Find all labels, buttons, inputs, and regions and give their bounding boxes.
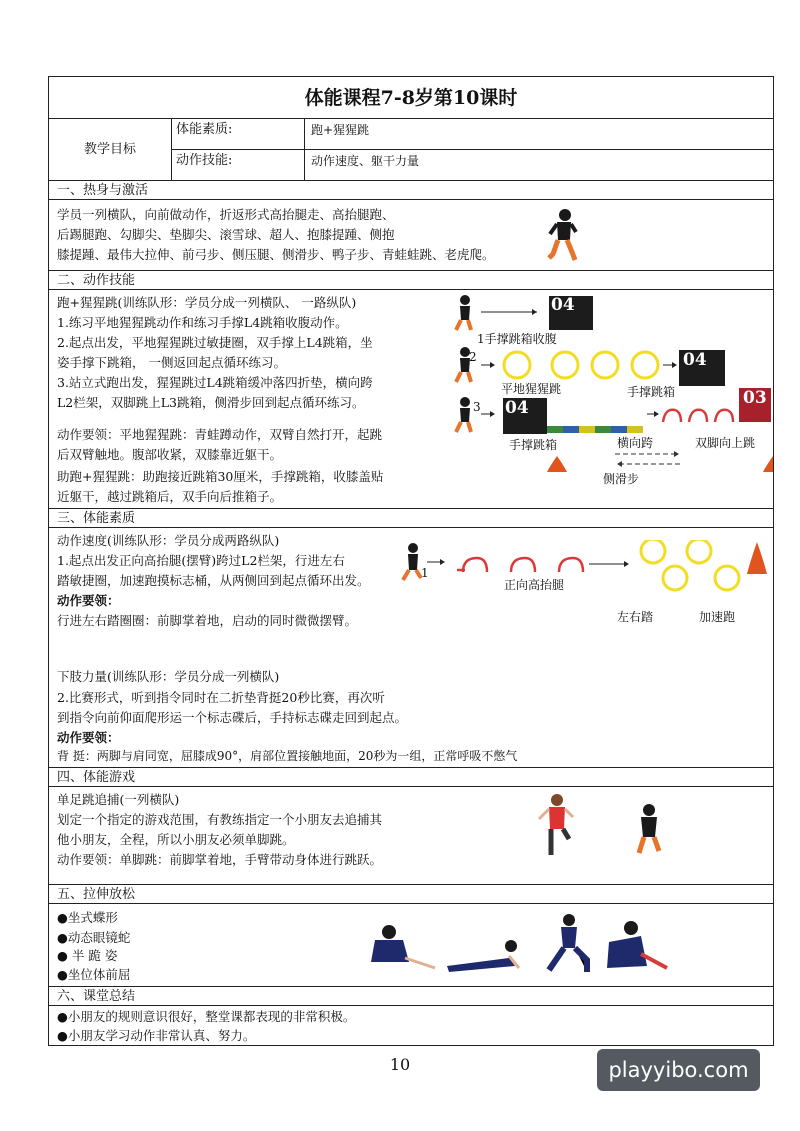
game-line-4: 动作要领：单脚跳：前脚掌着地，手臂带动身体进行跳跃。 xyxy=(57,852,383,867)
summary-body xyxy=(49,1006,773,1045)
stretch-item-2: ●动态眼镜蛇 xyxy=(57,930,131,945)
objectives-label: 教学目标 xyxy=(49,119,172,181)
label-side-slide: 侧滑步 xyxy=(603,472,640,486)
summary-item-1: ●小朋友的规则意识很好，整堂课都表现的非常积极。 xyxy=(57,1009,356,1024)
hopping-child-icon xyxy=(537,793,577,861)
game-line-2: 划定一个指定的游戏范围，有教练指定一个小朋友去追捕其 xyxy=(57,812,383,827)
objectives-section xyxy=(49,119,773,181)
skills-line-2: 1.练习平地猩猩跳动作和练习手撑L4跳箱收腹动作。 xyxy=(57,315,348,330)
label-box-tuck: 1手撑跳箱收腹 xyxy=(477,332,557,346)
stretch-poses-illustration xyxy=(369,910,669,982)
fitness-line-2: 1.起点出发正向高抬腿(摆臂)跨过L2栏架，行进左右 xyxy=(57,553,345,568)
fitness-line-7: 2.比赛形式，听到指令同时在二折垫背挺20秒比赛，再次听 xyxy=(57,690,385,705)
skills-line-9: 助跑+猩猩跳：助跑接近跳箱30厘米，手撑跳箱，收膝盖贴 xyxy=(57,469,384,484)
summary-item-2: ●小朋友学习动作非常认真、努力。 xyxy=(57,1028,256,1043)
fitness-line-8: 到指令向前仰面爬形运一个标志碟后，手持标志碟走回到起点。 xyxy=(57,710,408,725)
label-ape-jump: 平地猩猩跳 xyxy=(501,382,562,396)
seated-forward-bend-pose xyxy=(607,921,667,968)
warmup-line-2: 后踢腿跑、勾脚尖、垫脚尖、滚雪球、超人、抱膝提踵、侧抱 xyxy=(57,227,395,242)
fitness-line-3: 踏敏捷圈，加速跑摸标志桶，从两侧回到起点循环出发。 xyxy=(57,573,370,588)
step-number-2: 2 xyxy=(469,350,477,364)
summary-heading: 六、课堂总结 xyxy=(49,987,773,1006)
running-child-icon xyxy=(545,208,579,266)
stretch-item-3: ● 半 跪 姿 xyxy=(57,948,118,963)
fitness-line-5: 行进左右踏圈圈：前脚掌着地，启动的同时微微摆臂。 xyxy=(57,613,358,628)
child-figure-3 xyxy=(456,397,471,432)
child-figure-sprint xyxy=(403,543,421,580)
box-number-4: 03 xyxy=(743,388,767,408)
watermark: playyibo.com xyxy=(597,1049,760,1091)
skills-line-3: 2.起点出发，平地猩猩跳过敏捷圈，双手撑上L4跳箱，坐 xyxy=(57,335,373,350)
label-high-knees: 正向高抬腿 xyxy=(504,578,565,592)
box-number-1: 04 xyxy=(551,295,575,315)
stretch-body xyxy=(49,904,773,987)
game-heading: 四、体能游戏 xyxy=(49,768,773,787)
label-box-vault-2: 手撑跳箱 xyxy=(509,438,558,452)
skills-line-6: L2栏架，双脚跳上L3跳箱，侧滑步回到起点循环练习。 xyxy=(57,395,365,410)
skills-line-8: 后双臂触地。腹部收紧，双膝靠近躯干。 xyxy=(57,447,283,462)
skills-body xyxy=(49,290,773,509)
cobra-pose xyxy=(447,940,519,972)
step-number-3: 3 xyxy=(473,400,481,414)
warmup-line-3: 膝提踵、最伟大拉伸、前弓步、侧压腿、侧滑步、鸭子步、青蛙蛙跳、老虎爬。 xyxy=(57,247,495,262)
objective-name-fitness: 体能素质: xyxy=(172,119,305,150)
fitness-line-6: 下肢力量(训练队形：学员分成一列横队) xyxy=(57,669,280,684)
game-body xyxy=(49,787,773,885)
warmup-heading: 一、热身与激活 xyxy=(49,181,773,200)
label-left-right-step: 左右踏 xyxy=(617,610,654,624)
fitness-body xyxy=(49,528,773,768)
fitness-line-9: 动作要领： xyxy=(57,730,120,745)
stretch-heading: 五、拉伸放松 xyxy=(49,885,773,904)
skills-line-1: 跑+猩猩跳(训练队形：学员分成一列横队、 一路纵队) xyxy=(57,295,357,310)
label-two-foot-jump: 双脚向上跳 xyxy=(695,436,756,450)
skills-line-7: 动作要领：平地猩猩跳：青蛙蹲动作，双臂自然打开，起跳 xyxy=(57,427,383,442)
box-number-3: 04 xyxy=(505,398,529,418)
fitness-line-4: 动作要领： xyxy=(57,593,120,608)
skills-line-5: 3.站立式跑出发，猩猩跳过L4跳箱缓冲落四折垫，横向跨 xyxy=(57,375,373,390)
child-figure-1 xyxy=(456,295,471,330)
speed-step-number: 1 xyxy=(421,566,429,580)
fitness-heading: 三、体能素质 xyxy=(49,509,773,528)
objective-name-skill: 动作技能: xyxy=(172,150,305,181)
skills-line-4: 姿手撑下跳箱， 一侧返回起点循环练习。 xyxy=(57,355,286,370)
fitness-line-10: 背 挺：两脚与肩同宽，屈膝成90°，肩部位置接触地面，20秒为一组，正常呼吸不憋气 xyxy=(57,749,518,763)
objective-value-fitness: 跑+猩猩跳 xyxy=(305,119,773,150)
fitness-line-1: 动作速度(训练队形：学员分成两路纵队) xyxy=(57,533,280,548)
label-lateral-step: 横向跨 xyxy=(617,436,654,450)
warmup-body xyxy=(49,200,773,271)
skills-line-10: 近躯干，越过跳箱后，双手向后推箱子。 xyxy=(57,489,283,504)
speed-course-diagram xyxy=(397,540,773,650)
stretch-item-1: ●坐式蝶形 xyxy=(57,910,118,925)
page-title: 体能课程7-8岁第10课时 xyxy=(49,77,773,119)
chasing-child-icon xyxy=(629,803,667,861)
butterfly-pose xyxy=(371,925,435,968)
game-line-1: 单足跳追捕(一列横队) xyxy=(57,792,180,807)
page-number: 10 xyxy=(389,1055,411,1074)
half-kneel-pose xyxy=(549,914,587,972)
label-box-vault-1: 手撑跳箱 xyxy=(627,385,676,399)
game-line-3: 他小朋友，全程，所以小朋友必须单脚跳。 xyxy=(57,832,295,847)
box-number-2: 04 xyxy=(683,350,707,370)
label-sprint: 加速跑 xyxy=(699,610,736,624)
objective-value-skill: 动作速度、躯干力量 xyxy=(311,154,420,168)
skills-heading: 二、动作技能 xyxy=(49,271,773,290)
lesson-plan-sheet xyxy=(48,76,774,1046)
stretch-item-4: ●坐位体前屈 xyxy=(57,967,131,982)
warmup-line-1: 学员一列横队，向前做动作，折返形式高抬腿走、高抬腿跑、 xyxy=(57,207,395,222)
